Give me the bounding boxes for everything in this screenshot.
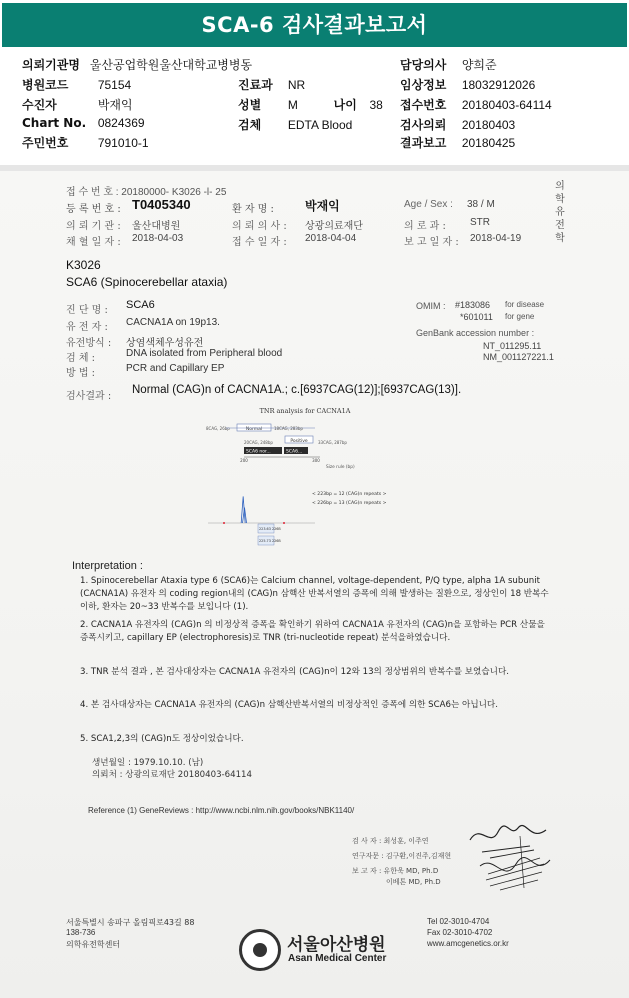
signature-line-4: 이베톤 MD, Ph.D — [386, 878, 441, 886]
resident-no-value: 791010-1 — [97, 136, 149, 150]
size-marker-1 — [223, 522, 225, 524]
omim-1-note: for disease — [505, 300, 545, 309]
hospital-code-row — [22, 76, 131, 93]
size-tick-200: 200 — [240, 458, 248, 463]
age-label: 나이 — [333, 98, 357, 112]
resident-no-label: 주민번호 — [22, 136, 69, 150]
clinical-row — [400, 76, 535, 93]
test-code: K3026 — [66, 258, 101, 272]
web-line: www.amcgenetics.or.kr — [427, 939, 509, 948]
resident-no-row — [22, 134, 149, 151]
receipt-line: 접 수 번 호 : 20180000- K3026 -l- 25 — [66, 187, 227, 198]
chart-no-label: Chart No. — [22, 116, 87, 130]
specimen-label: 검체 — [238, 118, 262, 132]
dept-scan-value: STR — [470, 217, 490, 228]
result-date-label: 결과보고 — [400, 136, 447, 150]
patient-name-label: 환 자 명 : — [232, 204, 274, 215]
omim-2-note: for gene — [505, 312, 535, 321]
tnr-chart — [200, 400, 410, 560]
institution-row — [22, 56, 252, 73]
vertical-dept-value: 의 학 유 전 학 — [555, 181, 565, 244]
report-date-value: 2018-04-19 — [470, 233, 522, 244]
vertical-dept-text — [553, 180, 567, 245]
address-line-3: 의학유전학센터 — [66, 940, 121, 949]
specimen-scan-value: DNA isolated from Peripheral blood — [126, 348, 283, 359]
birth-line: 생년월일 : 1979.10.10. (남) — [92, 758, 204, 768]
primer-box-normal-text: Normal — [245, 427, 263, 432]
signature-line-1: 검 사 자 : 최성훈, 이주연 — [352, 837, 429, 845]
peak-label-1: 223.63 226B — [259, 527, 281, 531]
age-sex-value: 38 / M — [467, 199, 495, 210]
method-label: 방 법 : — [66, 368, 96, 379]
receipt-row — [400, 96, 552, 113]
report-date-label: 보 고 일 자 : — [404, 237, 459, 248]
gene-value: CACNA1A on 19p13. — [126, 317, 220, 328]
requester-line: 의뢰처 : 상광의료재단 20180403-64114 — [92, 770, 252, 780]
asan-foundation-seal — [239, 929, 281, 971]
result-date-value: 20180425 — [461, 136, 516, 150]
primer-label-4: 33CAG, 287bp — [318, 440, 347, 445]
request-value: 20180403 — [461, 118, 516, 132]
age-sex-label: Age / Sex : — [404, 199, 453, 210]
genbank-2: NM_001127221.1 — [483, 352, 554, 362]
clinical-label: 임상정보 — [400, 78, 447, 92]
omim-label: OMIM : — [416, 301, 446, 311]
hospital-code-label: 병원코드 — [22, 78, 69, 92]
genbank-1: NT_011295.11 — [483, 341, 542, 351]
address-line-2: 138-736 — [66, 928, 96, 937]
size-tick-300: 300 — [312, 458, 320, 463]
chart-title: TNR analysis for CACNA1A — [259, 407, 351, 415]
req-doc-value: 상광의료재단 — [305, 221, 363, 232]
request-row — [400, 116, 515, 133]
dept-value: NR — [287, 78, 306, 92]
receive-label: 접 수 일 자 : — [232, 237, 287, 248]
result-date-row — [400, 134, 515, 151]
req-doc-label: 의 뢰 의 사 : — [232, 221, 287, 232]
primer-label-2: 18CAG, 283bp — [274, 426, 303, 431]
interp-item-3: 3. TNR 분석 결과 , 본 검사대상자는 CACNA1A 유전자의 (CAG)n이 12와 13의 정상범위의 반복수를 보였습니다. — [80, 667, 509, 677]
chart-no-value: 0824369 — [97, 116, 145, 130]
sex-value: M — [287, 98, 298, 112]
reg-value: T0405340 — [132, 197, 191, 212]
annotation-1: < 223bp = 12 (CAG)n repeats > — [312, 492, 387, 497]
peak-layer — [241, 496, 246, 523]
method-value: PCR and Capillary EP — [126, 363, 225, 374]
signature-line-3: 보 고 자 : 유한욱 MD, Ph.D — [352, 867, 439, 875]
patient-row — [22, 96, 133, 113]
interp-item-5: 5. SCA1,2,3의 (CAG)n도 정상이었습니다. — [80, 734, 244, 744]
hospital-name-en: Asan Medical Center — [288, 953, 387, 964]
dx-value: SCA6 — [126, 299, 155, 311]
primer-box-positive-text: Positive — [290, 439, 308, 444]
omim-2: *601011 — [460, 312, 493, 322]
report-header — [0, 0, 629, 55]
dx-label: 진 단 명 : — [66, 305, 108, 316]
report-title: SCA-6 검사결과보고서 — [2, 3, 627, 47]
receipt-label: 접수번호 — [400, 98, 447, 112]
annotation-2: < 226bp = 13 (CAG)n repeats > — [312, 501, 387, 506]
patient-value: 박재익 — [97, 98, 133, 112]
specimen-row — [238, 116, 352, 133]
interp-item-2: 2. CACNA1A 유전자의 (CAG)n 의 비정상적 증폭을 확인하기 위하여 CACNA1A 유전자의 (CAG)n을 포함하는 PCR 산물을 증폭시키고, capillary EP (electrophoresis)로 TNR (tri-nucleotide repeat) 분석을하였습니다. — [80, 620, 545, 643]
specimen-scan-label: 검 체 : — [66, 353, 96, 364]
request-label: 검사의뢰 — [400, 118, 447, 132]
gene-label: 유 전 자 : — [66, 322, 108, 333]
seal-center — [253, 943, 267, 957]
size-rule-label: Size rule (bp) — [326, 465, 355, 470]
doctor-label: 담당의사 — [400, 58, 447, 72]
receive-value: 2018-04-04 — [305, 233, 357, 244]
interpretation-title: Interpretation : — [72, 560, 143, 572]
collect-label: 채 혈 일 자 : — [66, 237, 121, 248]
peak-label-2: 225.73 226B — [259, 539, 281, 543]
address-line-1: 서울특별시 송파구 올림픽로43길 88 — [66, 918, 195, 927]
size-marker-2 — [283, 522, 285, 524]
reference-line: Reference (1) GeneReviews : http://www.ncbi.nlm.nih.gov/books/NBK1140/ — [88, 806, 355, 815]
age-value: 38 — [369, 98, 383, 112]
doctor-row — [400, 56, 497, 73]
institution-label: 의뢰기관명 — [22, 58, 80, 72]
patient-name-value: 박재익 — [305, 199, 340, 213]
dept-scan-label: 의 로 과 : — [404, 221, 446, 232]
chart-no-row — [22, 116, 145, 130]
collect-value: 2018-04-03 — [132, 233, 184, 244]
reg-label: 등 록 번 호 : — [66, 204, 121, 215]
dept-label: 진료과 — [238, 78, 273, 92]
signature-line-2: 연구자문 : 김구환,이진주,김재현 — [352, 852, 452, 860]
interp-item-4: 4. 본 검사대상자는 CACNA1A 유전자의 (CAG)n 삼핵산반복서열의 비정상적인 증폭에 의한 SCA6는 아닙니다. — [80, 700, 498, 710]
omim-1: #183086 — [455, 300, 491, 310]
interp-item-1: 1. Spinocerebellar Ataxia type 6 (SCA6)는 Calcium channel, voltage-dependent, P/Q type, alpha 1A subunit (CACNA1A) 유전자 의 coding region내의 (CAG)n 삼핵산 반복서열의 증폭에 의해 발생하는 질환으로, 정상인이 18 반복수 이하, 환자는 20~33 반복수를 보입니다 (1). — [80, 576, 549, 612]
test-name: SCA6 (Spinocerebellar ataxia) — [66, 275, 228, 289]
req-inst-value: 울산대병원 — [132, 221, 181, 232]
doctor-value: 양희준 — [461, 58, 497, 72]
patient-label: 수진자 — [22, 98, 57, 112]
hospital-name: 서울아산병원 — [287, 935, 386, 955]
sex-label: 성별 — [238, 98, 262, 112]
result-label: 검사결과 : — [66, 391, 112, 402]
receipt-value: 20180403-64114 — [461, 98, 552, 112]
handwritten-signature — [460, 818, 560, 898]
institution-value: 울산공업학원울산대학교병병동 — [89, 58, 253, 72]
inherit-value: 상염색체우성유전 — [126, 338, 204, 349]
clinical-value: 18032912026 — [461, 78, 536, 92]
sca6-bar-1-text: SCA6 nor... — [246, 449, 271, 455]
sca6-bar-2-text: SCA6... — [286, 449, 303, 455]
inherit-label: 유전방식 : — [66, 338, 112, 349]
primer-label-3: 20CAG, 248bp — [244, 440, 273, 445]
sex-age-row — [238, 96, 383, 113]
fax-line: Fax 02-3010-4702 — [427, 928, 493, 937]
result-value: Normal (CAG)n of CACNA1A.; c.[6937CAG(12)];[6937CAG(13)]. — [132, 384, 462, 396]
dept-row — [238, 76, 305, 93]
req-inst-label: 의 뢰 기 관 : — [66, 221, 121, 232]
genbank-label: GenBank accession number : — [416, 328, 535, 338]
specimen-value: EDTA Blood — [287, 118, 353, 132]
primer-label-1: 8CAG, 26bp — [206, 426, 230, 431]
tel-line: Tel 02-3010-4704 — [427, 917, 490, 926]
hospital-code-value: 75154 — [97, 78, 132, 92]
